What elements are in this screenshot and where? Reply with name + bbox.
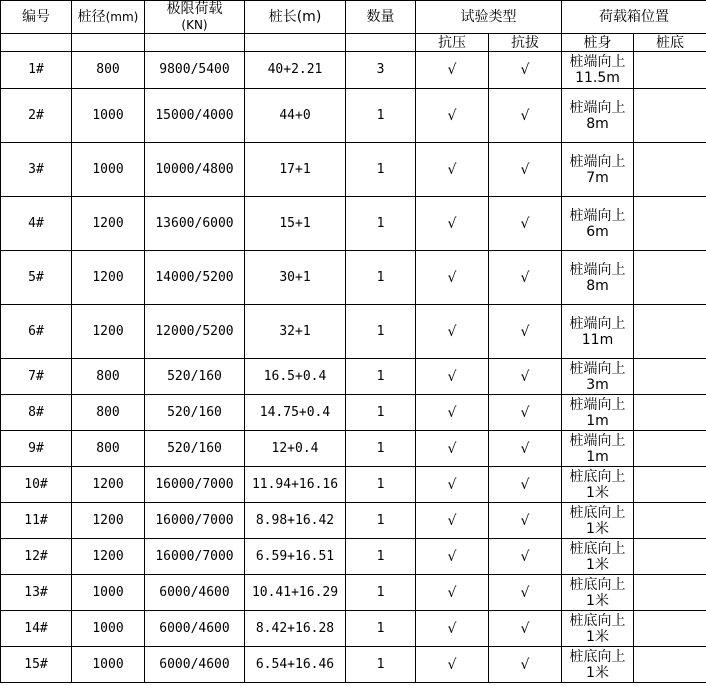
cell-no: 15# (1, 647, 72, 683)
cell-uplift-check: √ (489, 431, 562, 467)
cell-uplift-check: √ (489, 89, 562, 143)
cell-pile-bottom (634, 431, 706, 467)
position-distance: 1m (586, 412, 609, 429)
cell-pile-body-position (562, 251, 634, 305)
cell-pile-bottom (634, 611, 706, 647)
table-row (1, 575, 706, 611)
cell-pile-bottom (634, 197, 706, 251)
cell-uplift-check: √ (489, 395, 562, 431)
cell-pile-bottom (634, 467, 706, 503)
cell-no: 13# (1, 575, 72, 611)
cell-length: 11.94+16.16 (245, 467, 346, 503)
cell-load: 16000/7000 (145, 467, 245, 503)
table-row (1, 359, 706, 395)
cell-length: 30+1 (245, 251, 346, 305)
cell-compression-check: √ (416, 611, 489, 647)
cell-compression-check: √ (416, 395, 489, 431)
cell-load: 13600/6000 (145, 197, 245, 251)
position-text: 桩端向上 (569, 261, 626, 278)
cell-count: 1 (346, 395, 416, 431)
cell-diameter: 1000 (72, 647, 145, 683)
cell-pile-body-position (562, 143, 634, 197)
table-row (1, 467, 706, 503)
cell-length: 6.59+16.51 (245, 539, 346, 575)
cell-compression-check: √ (416, 197, 489, 251)
cell-no: 6# (1, 305, 72, 359)
cell-length: 44+0 (245, 89, 346, 143)
cell-uplift-check: √ (489, 197, 562, 251)
cell-pile-body-position (562, 395, 634, 431)
position-distance: 8m (586, 115, 609, 132)
position-text: 桩端向上 (569, 360, 626, 377)
cell-no: 4# (1, 197, 72, 251)
cell-no: 10# (1, 467, 72, 503)
position-text: 桩端向上 (569, 54, 626, 70)
cell-pile-body-position (562, 431, 634, 467)
header-load-label: 极限荷载 (166, 1, 223, 17)
cell-no: 9# (1, 431, 72, 467)
cell-compression-check: √ (416, 251, 489, 305)
cell-uplift-check: √ (489, 359, 562, 395)
cell-diameter: 800 (72, 359, 145, 395)
cell-count: 1 (346, 143, 416, 197)
position-distance: 11.5m (575, 70, 620, 86)
cell-pile-body-position (562, 197, 634, 251)
cell-length: 14.75+0.4 (245, 395, 346, 431)
cell-compression-check: √ (416, 52, 489, 89)
cell-pile-bottom (634, 89, 706, 143)
position-distance: 1米 (586, 484, 609, 501)
cell-diameter: 1200 (72, 197, 145, 251)
cell-count: 1 (346, 539, 416, 575)
cell-no: 5# (1, 251, 72, 305)
position-text: 桩底向上 (569, 468, 626, 485)
position-distance: 1米 (586, 664, 609, 681)
cell-pile-body-position (562, 575, 634, 611)
cell-uplift-check: √ (489, 539, 562, 575)
cell-count: 1 (346, 467, 416, 503)
subheader-empty (72, 34, 145, 52)
position-text: 桩端向上 (569, 396, 626, 413)
table-row (1, 431, 706, 467)
cell-pile-body-position (562, 611, 634, 647)
table-row (1, 395, 706, 431)
cell-length: 10.41+16.29 (245, 575, 346, 611)
cell-diameter: 1200 (72, 503, 145, 539)
cell-length: 6.54+16.46 (245, 647, 346, 683)
position-distance: 1米 (586, 520, 609, 537)
header-load-unit: (KN) (181, 18, 208, 32)
position-distance: 3m (586, 376, 609, 393)
cell-length: 8.42+16.28 (245, 611, 346, 647)
cell-count: 1 (346, 503, 416, 539)
cell-load: 10000/4800 (145, 143, 245, 197)
table-body (1, 52, 706, 683)
cell-uplift-check: √ (489, 575, 562, 611)
cell-length: 16.5+0.4 (245, 359, 346, 395)
position-text: 桩端向上 (569, 99, 626, 116)
position-distance: 7m (586, 169, 609, 186)
subheader-compression: 抗压 (416, 34, 489, 52)
position-text: 桩底向上 (569, 504, 626, 521)
position-text: 桩底向上 (569, 648, 626, 665)
cell-load: 12000/5200 (145, 305, 245, 359)
cell-pile-bottom (634, 647, 706, 683)
position-distance: 6m (586, 223, 609, 240)
cell-uplift-check: √ (489, 467, 562, 503)
cell-diameter: 1000 (72, 611, 145, 647)
cell-count: 1 (346, 305, 416, 359)
cell-diameter: 1200 (72, 251, 145, 305)
cell-count: 1 (346, 575, 416, 611)
cell-uplift-check: √ (489, 251, 562, 305)
cell-length: 12+0.4 (245, 431, 346, 467)
cell-compression-check: √ (416, 467, 489, 503)
position-distance: 11m (581, 331, 614, 348)
table-row (1, 143, 706, 197)
cell-count: 1 (346, 251, 416, 305)
cell-count: 3 (346, 52, 416, 89)
position-distance: 1米 (586, 556, 609, 573)
cell-pile-body-position (562, 52, 634, 89)
cell-length: 32+1 (245, 305, 346, 359)
position-text: 桩底向上 (569, 612, 626, 629)
cell-count: 1 (346, 611, 416, 647)
cell-load: 16000/7000 (145, 539, 245, 575)
cell-count: 1 (346, 647, 416, 683)
table-row (1, 611, 706, 647)
cell-load: 6000/4600 (145, 575, 245, 611)
position-distance: 1米 (586, 628, 609, 645)
cell-count: 1 (346, 431, 416, 467)
cell-compression-check: √ (416, 89, 489, 143)
cell-compression-check: √ (416, 539, 489, 575)
header-diameter (72, 1, 145, 34)
table-row (1, 251, 706, 305)
cell-pile-body-position (562, 647, 634, 683)
cell-count: 1 (346, 197, 416, 251)
subheader-empty (1, 34, 72, 52)
cell-no: 7# (1, 359, 72, 395)
cell-load: 15000/4000 (145, 89, 245, 143)
position-distance: 1米 (586, 592, 609, 609)
subheader-empty (245, 34, 346, 52)
cell-pile-body-position (562, 467, 634, 503)
subheader-uplift: 抗拔 (489, 34, 562, 52)
cell-compression-check: √ (416, 143, 489, 197)
header-box-position: 荷载箱位置 (562, 1, 706, 34)
subheader-pile-bottom: 桩底 (634, 34, 706, 52)
cell-pile-body-position (562, 359, 634, 395)
header-row (1, 1, 706, 34)
cell-diameter: 800 (72, 395, 145, 431)
cell-length: 40+2.21 (245, 52, 346, 89)
cell-pile-bottom (634, 359, 706, 395)
subheader-empty (145, 34, 245, 52)
cell-uplift-check: √ (489, 305, 562, 359)
cell-uplift-check: √ (489, 143, 562, 197)
position-distance: 1m (586, 448, 609, 465)
cell-no: 8# (1, 395, 72, 431)
cell-compression-check: √ (416, 647, 489, 683)
cell-load: 16000/7000 (145, 503, 245, 539)
cell-pile-body-position (562, 539, 634, 575)
cell-compression-check: √ (416, 575, 489, 611)
header-load (145, 1, 245, 34)
cell-pile-bottom (634, 539, 706, 575)
subheader-row (1, 34, 706, 52)
table-row (1, 52, 706, 89)
position-text: 桩端向上 (569, 153, 626, 170)
cell-no: 12# (1, 539, 72, 575)
cell-no: 14# (1, 611, 72, 647)
cell-pile-bottom (634, 305, 706, 359)
table-row (1, 503, 706, 539)
cell-load: 520/160 (145, 359, 245, 395)
cell-pile-bottom (634, 575, 706, 611)
cell-pile-body-position (562, 305, 634, 359)
header-diameter-label: 桩径 (77, 9, 106, 25)
cell-pile-bottom (634, 395, 706, 431)
position-text: 桩端向上 (569, 432, 626, 449)
cell-length: 17+1 (245, 143, 346, 197)
cell-count: 1 (346, 89, 416, 143)
cell-diameter: 800 (72, 431, 145, 467)
header-length: 桩长(m) (245, 1, 346, 34)
cell-load: 520/160 (145, 431, 245, 467)
cell-length: 15+1 (245, 197, 346, 251)
cell-no: 11# (1, 503, 72, 539)
table-row (1, 305, 706, 359)
cell-diameter: 1000 (72, 143, 145, 197)
cell-diameter: 1000 (72, 575, 145, 611)
cell-load: 6000/4600 (145, 647, 245, 683)
header-no: 编号 (1, 1, 72, 34)
table-row (1, 539, 706, 575)
cell-pile-bottom (634, 251, 706, 305)
subheader-empty (346, 34, 416, 52)
cell-pile-body-position (562, 89, 634, 143)
header-diameter-unit: (mm) (105, 10, 139, 24)
cell-uplift-check: √ (489, 52, 562, 89)
cell-length: 8.98+16.42 (245, 503, 346, 539)
cell-load: 6000/4600 (145, 611, 245, 647)
table-row (1, 647, 706, 683)
cell-no: 1# (1, 52, 72, 89)
table-row (1, 197, 706, 251)
cell-diameter: 1200 (72, 539, 145, 575)
position-text: 桩端向上 (569, 315, 626, 332)
position-text: 桩底向上 (569, 576, 626, 593)
table-row (1, 89, 706, 143)
cell-pile-bottom (634, 143, 706, 197)
cell-compression-check: √ (416, 359, 489, 395)
cell-no: 3# (1, 143, 72, 197)
cell-pile-bottom (634, 503, 706, 539)
cell-compression-check: √ (416, 503, 489, 539)
cell-uplift-check: √ (489, 611, 562, 647)
cell-diameter: 1000 (72, 89, 145, 143)
subheader-pile-body: 桩身 (562, 34, 634, 52)
cell-diameter: 1200 (72, 305, 145, 359)
header-test-type: 试验类型 (416, 1, 562, 34)
cell-load: 14000/5200 (145, 251, 245, 305)
cell-diameter: 1200 (72, 467, 145, 503)
position-distance: 8m (586, 277, 609, 294)
cell-load: 520/160 (145, 395, 245, 431)
cell-compression-check: √ (416, 305, 489, 359)
cell-count: 1 (346, 359, 416, 395)
cell-pile-bottom (634, 52, 706, 89)
cell-no: 2# (1, 89, 72, 143)
cell-uplift-check: √ (489, 647, 562, 683)
cell-compression-check: √ (416, 431, 489, 467)
cell-uplift-check: √ (489, 503, 562, 539)
position-text: 桩端向上 (569, 207, 626, 224)
cell-load: 9800/5400 (145, 52, 245, 89)
cell-pile-body-position (562, 503, 634, 539)
position-text: 桩底向上 (569, 540, 626, 557)
cell-diameter: 800 (72, 52, 145, 89)
header-count: 数量 (346, 1, 416, 34)
